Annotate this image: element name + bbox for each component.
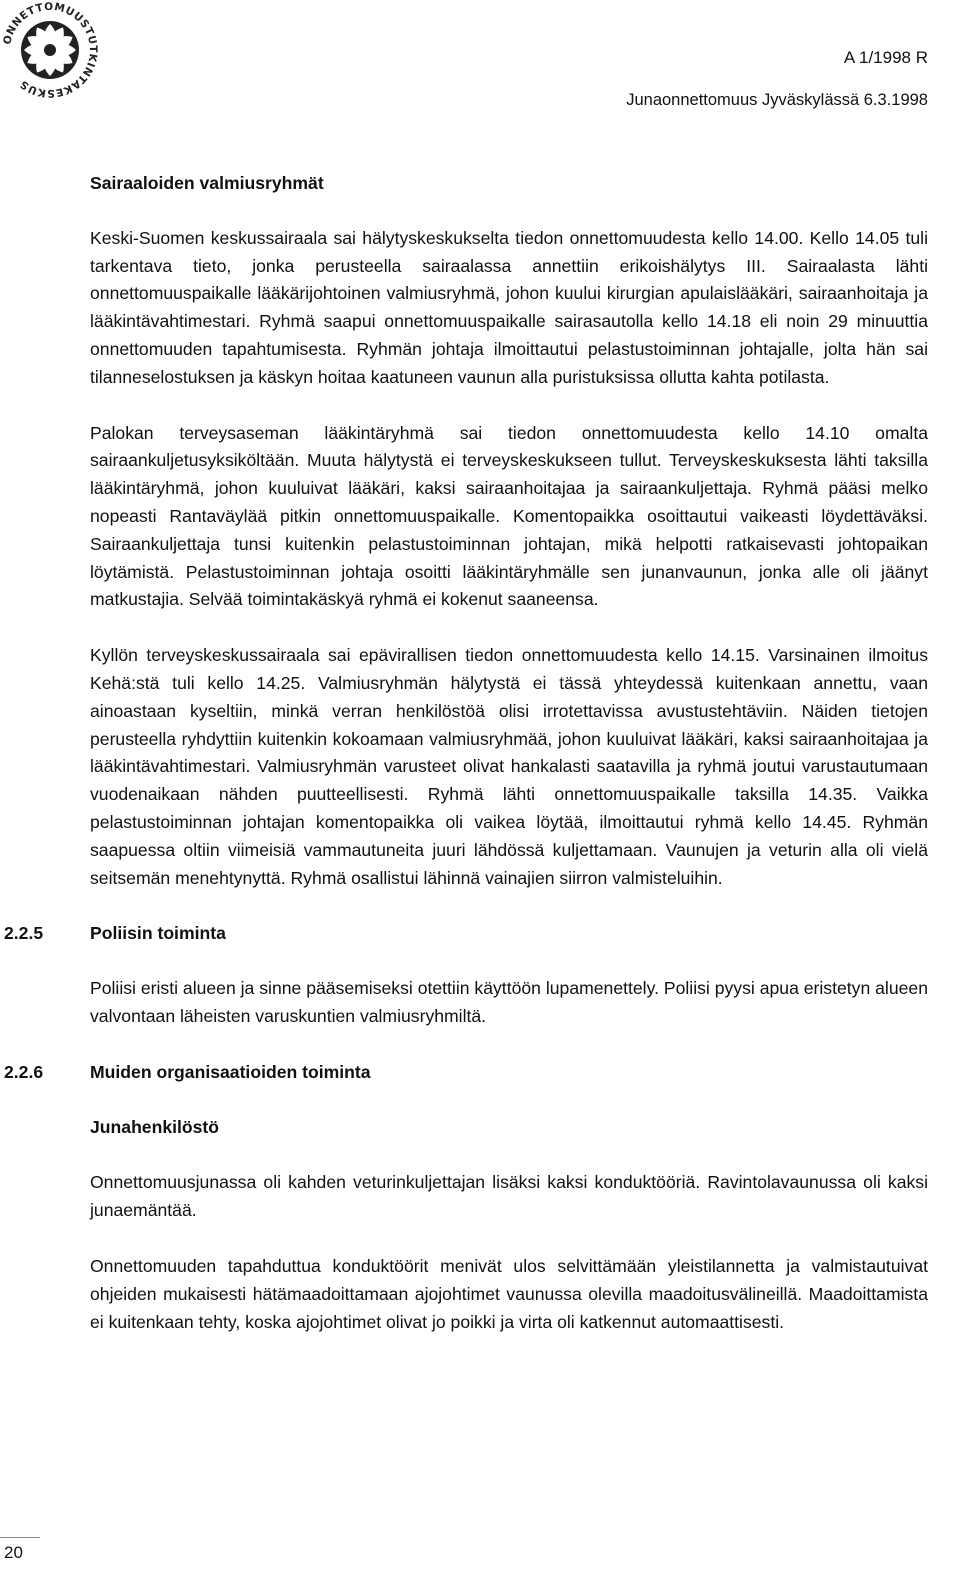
section-number: 2.2.6	[4, 1061, 44, 1082]
paragraph: Onnettomuuden tapahduttua konduktöörit menivät ulos selvittämään yleistilannetta ja valmistautuivat ohjeiden mukaisesti hätämaadoittamaan ajojohtimet vaunussa olevilla maadoitusvälineillä. Maadoittamista ei kuitenkaan tehty, koska ajojohtimet olivat jo poikki ja virta oli katkennut automaattisesti.	[90, 1255, 928, 1332]
paragraph: Kyllön terveyskeskussairaala sai epävirallisen tiedon onnettomuudesta kello 14.15. Varsinainen ilmoitus Kehä:stä tuli kello 14.25. Valmiusryhmän hälytystä ei tässä yhteydessä kuitenkaan annettu, vaan ainoastaan kyseltiin, minkä verran henkilöstöä olisi irrotettavissa avustustehtäviin. Näiden tietojen perusteella ryhdyttiin kuitenkin kokoamaan valmiusryhmää, johon kuuluivat lääkäri, kaksi sairaanhoitajaa ja lääkintävahtimestari. Valmiusryhmän varusteet olivat hankalasti saatavilla ja ryhmä joutui varustautumaan vuodenaikaan nähden puutteellisesti. Ryhmä lähti onnettomuuspaikalle taksilla 14.35. Vaikka pelastustoiminnan johtajan komentopaikka oli vaikea löytää, ilmoittautui ryhmä kello 14.45. Ryhmän saapuessa oltiin viimeisiä vammautuneita juuri lähdössä kuljettamaan. Vaunujen ja veturin alla oli vielä seitsemän menehtynyttä. Ryhmä osallistui lähinnä vainajien siirron valmisteluihin.	[90, 645, 928, 888]
section-heading-text: Poliisin toiminta	[90, 923, 226, 944]
report-code: A 1/1998 R	[843, 48, 928, 67]
paragraph: Poliisi eristi alueen ja sinne pääsemiseksi otettiin käyttöön lupamenettely. Poliisi pyysi apua eristetyn alueen valvontaan läheisten varuskuntien valmiusryhmiltä.	[90, 978, 928, 1026]
svg-text:ONNETTOMUUSTUTKINTAKESKUS: ONNETTOMUUSTUTKINTAKESKUS	[1, 0, 100, 100]
document-body	[4, 170, 928, 1364]
logo-emblem	[21, 21, 79, 79]
footer-divider	[0, 1537, 40, 1538]
section-heading-others	[4, 1059, 928, 1087]
paragraph: Palokan terveysaseman lääkintäryhmä sai tiedon onnettomuudesta kello 14.10 omalta sairaankuljetusyksiköltään. Muuta hälytystä ei terveyskeskukseen tullut. Terveyskeskuksesta lähti taksilla lääkintäryhmä, johon kuuluivat lääkäri, kaksi sairaanhoitajaa ja sairaankuljettaja. Ryhmä pääsi melko nopeasti Rantaväylää pitkin onnettomuuspaikalle. Komentopaikka osoittautui vaikeasti löydettäväksi. Sairaankuljettaja tunsi kuitenkin pelastustoiminnan johtajan, mikä helpotti ratkaisevasti johtopaikan löytämistä. Pelastustoiminnan johtaja osoitti lääkintäryhmälle sen junanvaunun, jonka alle oli jäänyt matkustajia. Selvää toimintakäskyä ryhmä ei kokenut saaneensa.	[90, 422, 928, 610]
organization-logo	[0, 0, 100, 100]
section-heading-text: Muiden organisaatioiden toiminta	[90, 1061, 371, 1082]
subsection-title: Junahenkilöstö	[90, 1116, 220, 1137]
paragraph: Keski-Suomen keskussairaala sai hälytyskeskukselta tiedon onnettomuudesta kello 14.00. Kello 14.05 tuli tarkentava tieto, jonka perusteella sairaalassa annettiin erikoishälytys III. Sairaalasta lähti onnettomuuspaikalle lääkärijohtoinen valmiusryhmä, johon kuului kirurgian apulaislääkäri, sairaanhoitaja ja lääkintävahtimestari. Ryhmä saapui onnettomuuspaikalle sairasautolla kello 14.18 eli noin 29 minuuttia onnettomuuden tapahtumisesta. Ryhmän johtaja ilmoittautui pelastustoiminnan johtajalle, jolta hän sai tilanneselostuksen ja käskyn hoitaa kaatuneen vaunun alla puristuksissa ollutta kahta potilasta.	[90, 227, 928, 387]
section-heading-police	[4, 920, 928, 948]
report-subtitle: Junaonnettomuus Jyväskylässä 6.3.1998	[626, 91, 928, 109]
page-number: 20	[4, 1543, 23, 1562]
section-number: 2.2.5	[4, 923, 44, 944]
section-title-hospital: Sairaaloiden valmiusryhmät	[90, 173, 324, 193]
paragraph: Onnettomuusjunassa oli kahden veturinkuljettajan lisäksi kaksi konduktööriä. Ravintolavaunussa oli kaksi junaemäntää.	[90, 1172, 928, 1221]
